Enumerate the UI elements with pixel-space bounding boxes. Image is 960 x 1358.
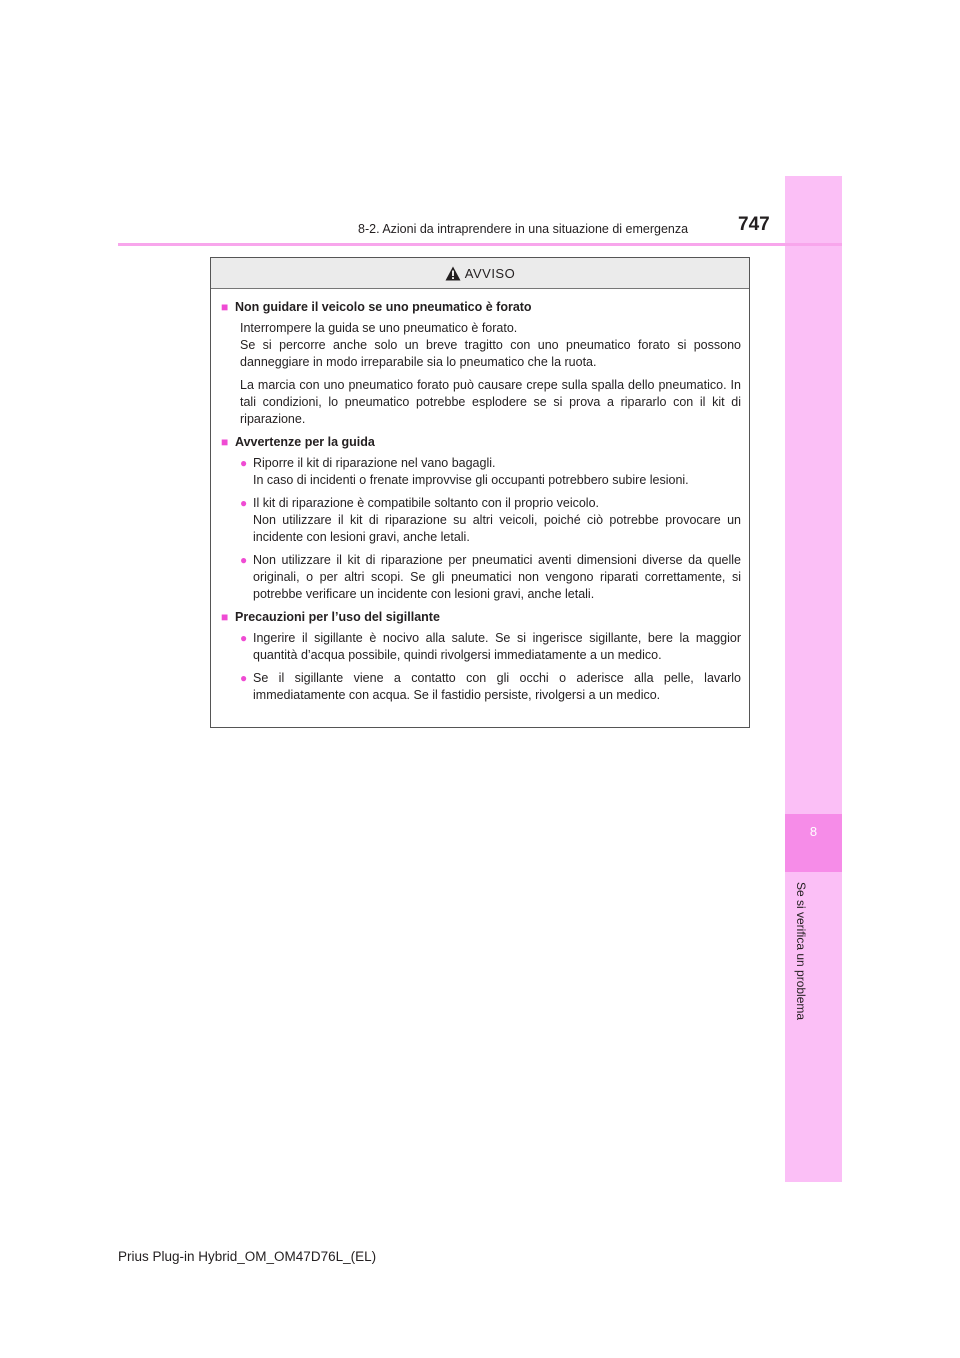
page-number: 747 <box>738 214 770 235</box>
warning-section-heading <box>221 609 741 626</box>
round-bullet-icon: ● <box>240 456 248 470</box>
header-rule <box>118 243 842 246</box>
warning-body <box>211 289 749 704</box>
warning-bullet-item <box>240 670 741 704</box>
warning-section-heading <box>221 434 741 451</box>
heading-text: Precauzioni per l’uso del sigillante <box>235 610 440 624</box>
warning-bullet-item <box>240 630 741 664</box>
bullet-text <box>253 670 741 704</box>
heading-text: Non guidare il veicolo se uno pneumatico è forato <box>235 300 532 314</box>
chapter-number: 8 <box>809 824 818 839</box>
bullet-line: Non utilizzare il kit di riparazione per pneumatici aventi dimensioni diverse da quelle originali, o per altri scopi. Se gli pneumatici non vengono riparati correttamente, si potrebbe verificare un incidente con lesioni gravi, anche letali. <box>253 553 741 601</box>
warning-triangle-icon <box>445 266 461 281</box>
bullet-line: In caso di incidenti o frenate improvvise gli occupanti potrebbero subire lesioni. <box>253 473 689 487</box>
paragraph-line: Interrompere la guida se uno pneumatico è forato. <box>240 321 518 335</box>
warning-bullet-item <box>240 552 741 603</box>
chapter-side-tab <box>785 176 842 1182</box>
square-bullet-icon: ■ <box>221 610 229 624</box>
warning-label: AVVISO <box>464 265 516 281</box>
bullet-text <box>253 495 741 546</box>
round-bullet-icon: ● <box>240 496 248 510</box>
bullet-line: Riporre il kit di riparazione nel vano bagagli. <box>253 456 496 470</box>
warning-bullet-item <box>240 495 741 546</box>
chapter-title: Se si verifica un problema <box>794 882 808 1021</box>
paragraph-line: La marcia con uno pneumatico forato può causare crepe sulla spalla dello pneumatico. In tali condizioni, lo pneumatico potrebbe esplodere se si prova a ripararlo con il kit di riparazione. <box>240 378 741 426</box>
bullet-text <box>253 455 689 489</box>
round-bullet-icon: ● <box>240 631 248 645</box>
round-bullet-icon: ● <box>240 671 248 685</box>
bullet-line: Il kit di riparazione è compatibile soltanto con il proprio veicolo. <box>253 496 600 510</box>
warning-header <box>211 258 749 289</box>
bullet-line: Se il sigillante viene a contatto con gli occhi o aderisce alla pelle, lavarlo immediatamente con acqua. Se il fastidio persiste, rivolgersi a un medico. <box>253 671 741 702</box>
section-title: 8-2. Azioni da intraprendere in una situazione di emergenza <box>358 222 689 236</box>
paragraph-line: Se si percorre anche solo un breve tragitto con uno pneumatico forato si possono danneggiare in modo irreparabile sia lo pneumatico che la ruota. <box>240 338 741 369</box>
warning-paragraph <box>240 320 741 371</box>
bullet-line: Ingerire il sigillante è nocivo alla salute. Se si ingerisce sigillante, bere la maggior quantità d’acqua possibile, quindi rivolgersi immediatamente a un medico. <box>253 631 741 662</box>
heading-text: Avvertenze per la guida <box>235 435 375 449</box>
chapter-tab-active <box>785 814 842 872</box>
footer-document-id: Prius Plug-in Hybrid_OM_OM47D76L_(EL) <box>118 1249 377 1264</box>
bullet-text <box>253 630 741 664</box>
round-bullet-icon: ● <box>240 553 248 567</box>
warning-section-heading <box>221 299 741 316</box>
warning-bullet-item <box>240 455 741 489</box>
square-bullet-icon: ■ <box>221 300 229 314</box>
bullet-line: Non utilizzare il kit di riparazione su altri veicoli, poiché ciò potrebbe provocare un incidente con lesioni gravi, anche letali. <box>253 513 741 544</box>
warning-box <box>210 257 750 728</box>
warning-paragraph <box>240 377 741 428</box>
bullet-text <box>253 552 741 603</box>
square-bullet-icon: ■ <box>221 435 229 449</box>
